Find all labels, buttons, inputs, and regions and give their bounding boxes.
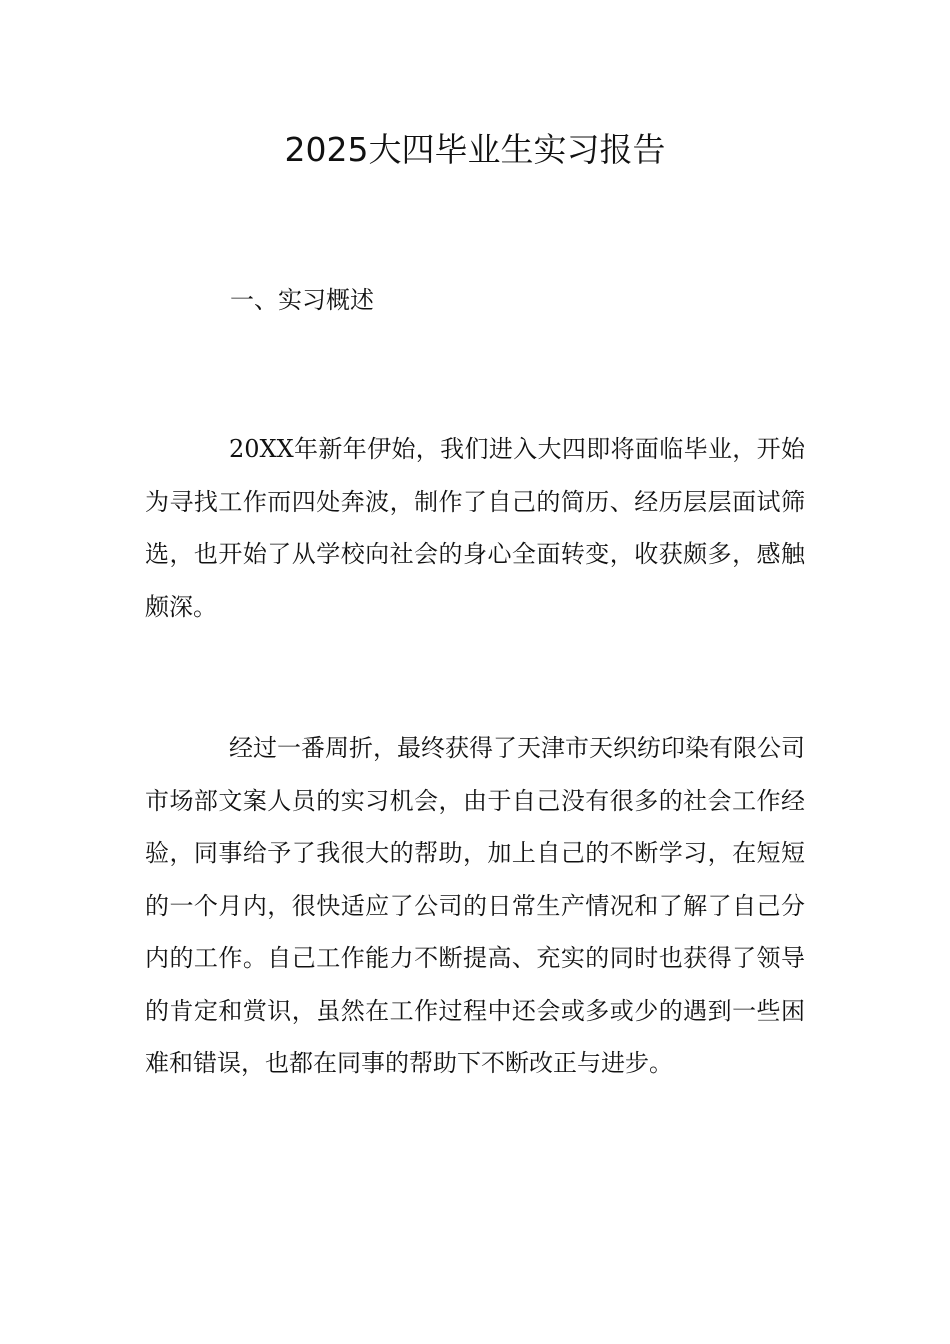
document-title: 2025大四毕业生实习报告 — [284, 130, 666, 169]
paragraph-1: 20XX年新年伊始，我们进入大四即将面临毕业，开始为寻找工作而四处奔波，制作了自己的简历、经历层层面试筛选，也开始了从学校向社会的身心全面转变，收获颇多，感触颇深。 — [145, 435, 805, 621]
section-heading: 一、实习概述 — [230, 286, 374, 314]
paragraph-2: 经过一番周折，最终获得了天津市天织纺印染有限公司市场部文案人员的实习机会，由于自己没有很多的社会工作经验，同事给予了我很大的帮助，加上自己的不断学习，在短短的一个月内，很快适应了公司的日常生产情况和了解了自己分内的工作。自己工作能力不断提高、充实的同时也获得了领导的肯定和赏识，虽然在工作过程中还会或多或少的遇到一些困难和错误，也都在同事的帮助下不断改正与进步。 — [145, 734, 805, 1077]
